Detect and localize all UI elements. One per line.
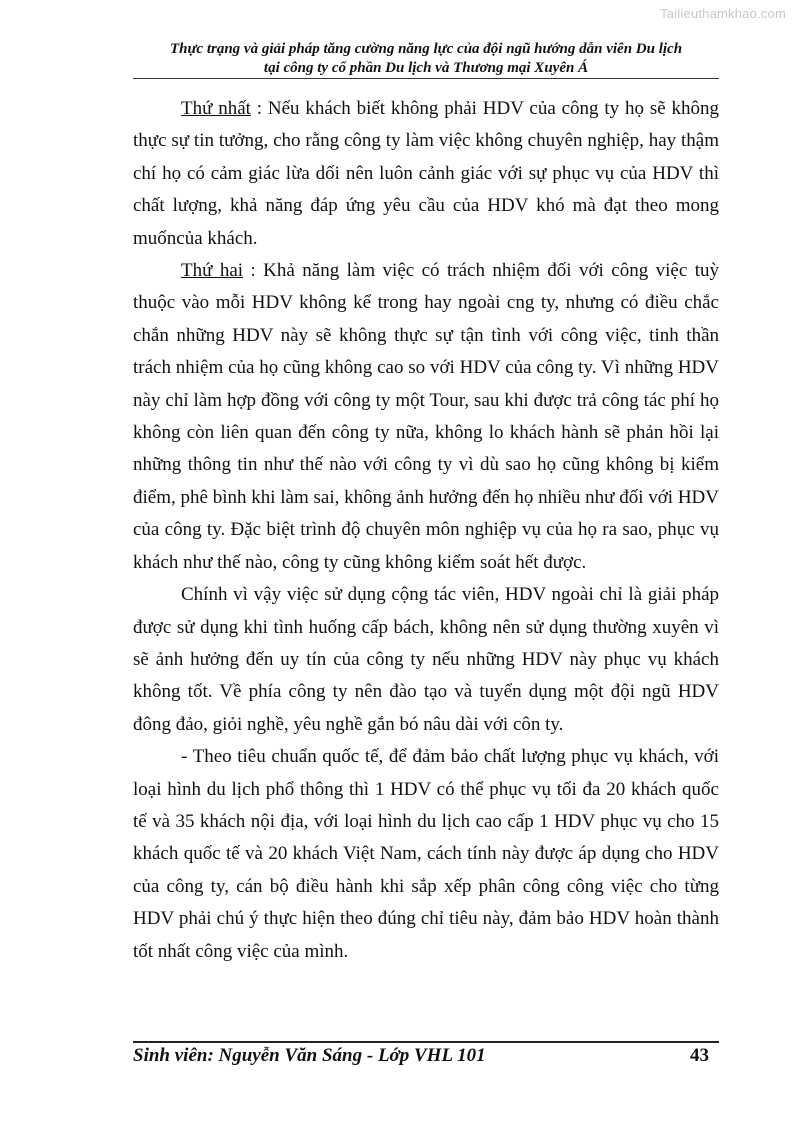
first-point-text: : Nếu khách biết không phải HDV của công ty họ sẽ không thực sự tin tưởng, cho rằng công ty làm việc không chuyên nghiệp, hay thậm chí họ có cảm giác lừa dối nên luôn cảnh giác với sự phục vụ của HDV thì chất lượng, khả năng đáp ứng yêu cầu của HDV khó mà đạt theo mong muốncủa khách. [133,98,719,249]
first-point-label: Thứ nhất [181,98,251,119]
watermark: Tailieuthamkhao.com [660,6,786,21]
second-point-text: : Khả năng làm việc có trách nhiệm đối với công việc tuỳ thuộc vào mỗi HDV không kể trong hay ngoài cng ty, nhưng có điều chắc chắn những HDV này sẽ không thực sự tận tình với công việc, tinh thần trách nhiệm của họ cũng không cao so với HDV của công ty. Vì những HDV này chỉ làm hợp đồng với công ty một Tour, sau khi được trả công tác phí họ không còn liên quan đến công ty nữa, không lo khách hành sẽ phản hồi lại những thông tin như thế nào với công ty vì dù sao họ cũng không bị kiểm điểm, phê bình khi làm sai, không ảnh hưởng đến họ nhiều như đối với HDV của công ty. Đặc biệt trình độ chuyên môn nghiệp vụ của họ ra sao, phục vụ khách như thế nào, công ty cũng không kiểm soát hết được. [133,260,719,573]
header-divider [133,78,719,79]
paragraph-first-point [133,93,719,255]
header-title-line-2: tại công ty cổ phần Du lịch và Thương mại Xuyên Á [263,60,589,76]
second-point-label: Thứ hai [181,260,244,282]
paragraph-international-standard: - Theo tiêu chuẩn quốc tế, để đảm bảo chất lượng phục vụ khách, với loại hình du lịch phổ thông thì 1 HDV có thể phục vụ tối đa 20 khách quốc tế và 35 khách nội địa, với loại hình du lịch cao cấp 1 HDV phục vụ cho 15 khách quốc tế và 20 khách Việt Nam, cách tính này được áp dụng cho HDV của công ty, cán bộ điều hành khi sắp xếp phân công công việc cho từng HDV phải chú ý thực hiện theo đúng chỉ tiêu này, đảm bảo HDV hoàn thành tốt nhất công việc của mình. [133,746,719,962]
footer-author: Sinh viên: Nguyễn Văn Sáng - Lớp VHL 101 [133,1045,486,1066]
header-title-line-1: Thực trạng và giải pháp tăng cường năng lực của đội ngũ hướng dẫn viên Du lịch [169,41,683,57]
footer-divider [133,1041,719,1043]
document-body [133,93,719,968]
page-header [133,40,719,78]
page-number: 43 [690,1045,709,1066]
paragraph-second-point [133,255,719,579]
paragraph-conclusion: Chính vì vậy việc sử dụng cộng tác viên, HDV ngoài chỉ là giải pháp được sử dụng khi tình huống cấp bách, không nên sử dụng thường xuyên vì sẽ ảnh hưởng đến uy tín của công ty nếu những HDV này phục vụ khách không tốt. Về phía công ty nên đào tạo và tuyển dụng một đội ngũ HDV đông đảo, giỏi nghề, yêu nghề gắn bó nâu dài với côn ty. [133,584,719,735]
